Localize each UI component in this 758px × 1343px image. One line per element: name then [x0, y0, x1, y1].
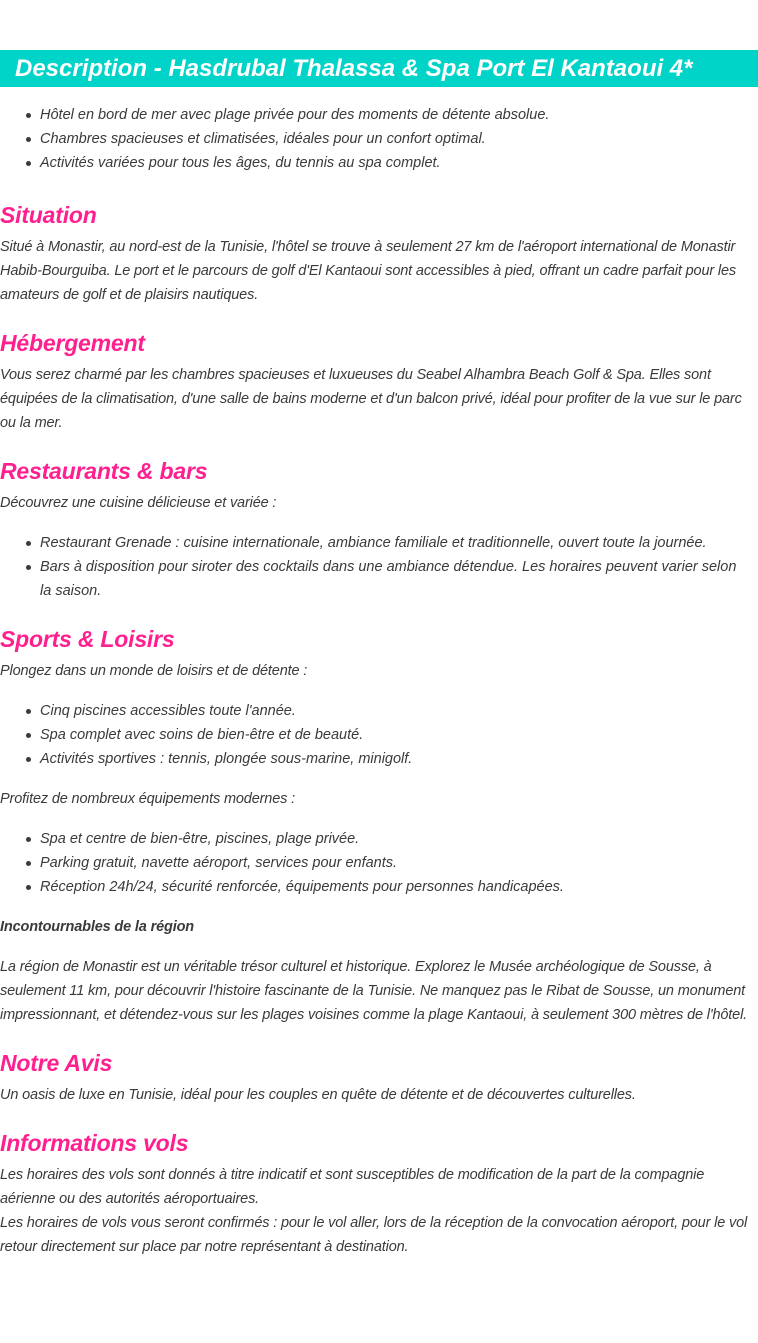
sports-intro: Plongez dans un monde de loisirs et de détente : — [0, 663, 308, 679]
vols-heading: Informations vols — [0, 1130, 189, 1156]
restaurants-list — [0, 531, 758, 603]
situation-text: Situé à Monastir, au nord-est de la Tunisie, l'hôtel se trouve à seulement 27 km de l'aéroport international de Monastir Habib-Bourguiba. Le port et le parcours de golf d'El Kantaoui sont accessibles à pied, offrant un cadre parfait pour les amateurs de golf et de plaisirs nautiques. — [0, 239, 737, 303]
highlights-list — [0, 103, 758, 175]
region-text: La région de Monastir est un véritable trésor culturel et historique. Explorez le Musée archéologique de Sousse, à seulement 11 km, pour découvrir l'histoire fascinante de la Tunisie. Ne manquez pas le Ribat de Sousse, un monument impressionnant, et détendez-vous sur les plages voisines comme la plage Kantaoui, à seulement 300 mètres de l'hôtel. — [0, 959, 748, 1023]
list-item: Bars à disposition pour siroter des cocktails dans une ambiance détendue. Les horaires peuvent varier selon la saison. — [40, 555, 758, 603]
list-item: Réception 24h/24, sécurité renforcée, équipements pour personnes handicapées. — [40, 875, 758, 899]
list-item: Cinq piscines accessibles toute l'année. — [40, 699, 758, 723]
restaurants-intro: Découvrez une cuisine délicieuse et variée : — [0, 495, 277, 511]
list-item: Hôtel en bord de mer avec plage privée pour des moments de détente absolue. — [40, 103, 758, 127]
list-item: Restaurant Grenade : cuisine internationale, ambiance familiale et traditionnelle, ouvert toute la journée. — [40, 531, 758, 555]
avis-text: Un oasis de luxe en Tunisie, idéal pour les couples en quête de détente et de découvertes culturelles. — [0, 1087, 636, 1103]
hebergement-text: Vous serez charmé par les chambres spacieuses et luxueuses du Seabel Alhambra Beach Golf & Spa. Elles sont équipées de la climatisation, d'une salle de bains moderne et d'un balcon privé, idéal pour profiter de la vue sur le parc ou la mer. — [0, 367, 742, 431]
list-item: Activités sportives : tennis, plongée sous-marine, minigolf. — [40, 747, 758, 771]
list-item: Activités variées pour tous les âges, du tennis au spa complet. — [40, 151, 758, 175]
description-content — [0, 103, 758, 1259]
sports-list — [0, 699, 758, 771]
vols-text-1: Les horaires des vols sont donnés à titre indicatif et sont susceptibles de modification de la part de la compagnie aérienne ou des autorités aéroportuaires. — [0, 1167, 705, 1207]
avis-heading: Notre Avis — [0, 1050, 113, 1076]
list-item: Spa complet avec soins de bien-être et de beauté. — [40, 723, 758, 747]
equipment-list — [0, 827, 758, 899]
page-title: Description - Hasdrubal Thalassa & Spa Port El Kantaoui 4* — [0, 50, 758, 87]
list-item: Parking gratuit, navette aéroport, services pour enfants. — [40, 851, 758, 875]
restaurants-heading: Restaurants & bars — [0, 458, 208, 484]
list-item: Chambres spacieuses et climatisées, idéales pour un confort optimal. — [40, 127, 758, 151]
situation-heading: Situation — [0, 202, 97, 228]
list-item: Spa et centre de bien-être, piscines, plage privée. — [40, 827, 758, 851]
region-heading: Incontournables de la région — [0, 919, 194, 935]
sports-heading: Sports & Loisirs — [0, 626, 175, 652]
hebergement-heading: Hébergement — [0, 330, 145, 356]
vols-text-2: Les horaires de vols vous seront confirmés : pour le vol aller, lors de la réception de la convocation aéroport, pour le vol retour directement sur place par notre représentant à destination. — [0, 1215, 748, 1255]
equipment-intro: Profitez de nombreux équipements modernes : — [0, 791, 295, 807]
